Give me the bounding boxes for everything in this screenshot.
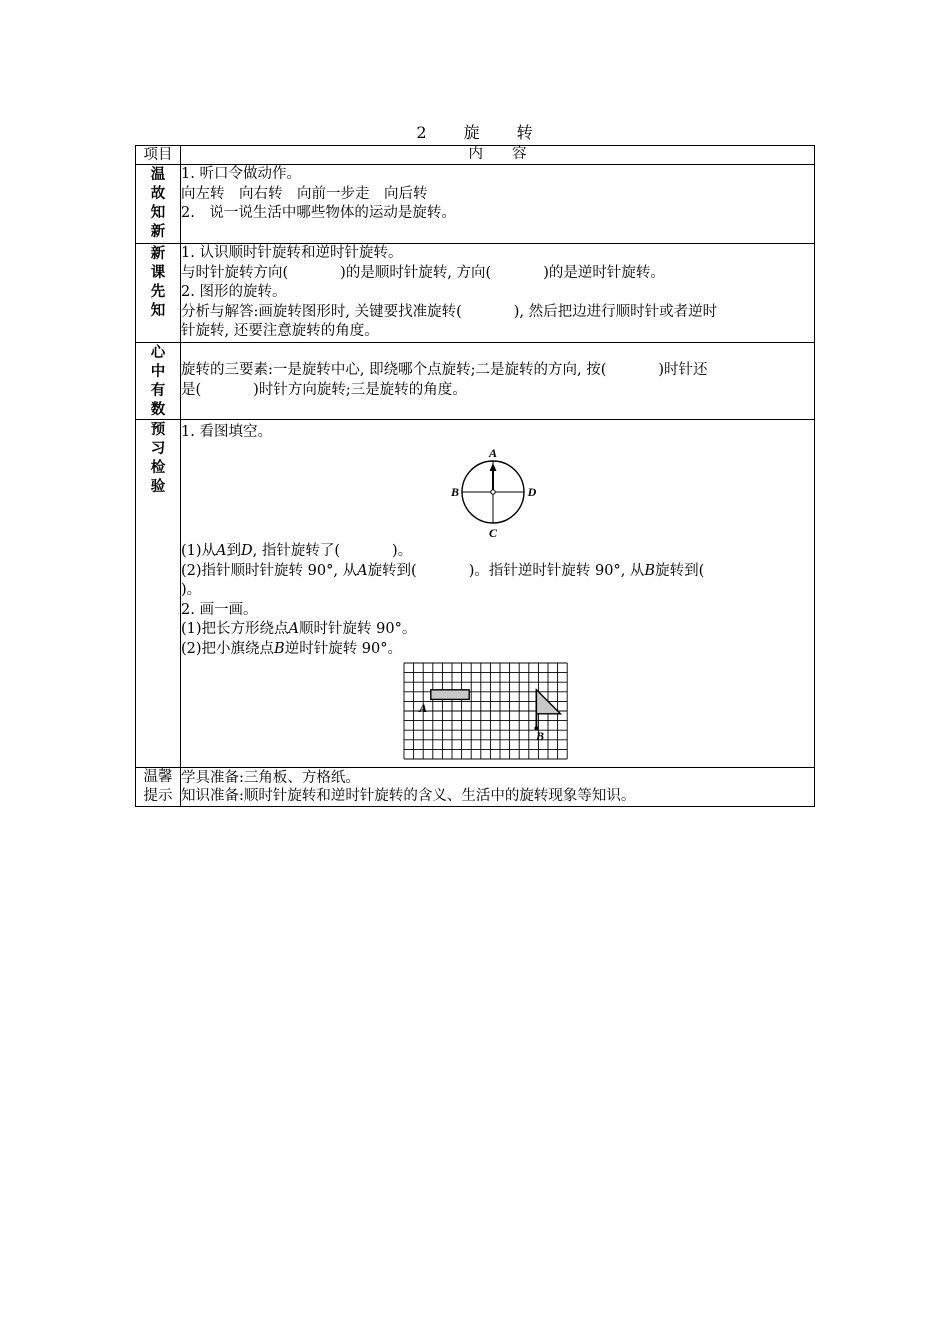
row-content-preview-check: 1. 看图填空。 A B D C (1)从A到D, 指针旋转了( )。 (2)指针顺时针旋转 90°, 从A旋转到( )。指针逆时针旋转 90°, 从B旋转到( )。 2. 画一画。 (1)把长方形绕点A顺时针旋转 90°。 (2)把小旗绕点B逆时针旋转 90°。 A B [181,419,815,768]
header-content-cell: 内 容 [181,146,815,165]
clock-dial-figure [443,446,543,542]
row-label-tips: 温馨 提示 [136,768,181,807]
grid-drawing-figure [402,661,576,767]
row-label-new-lesson: 新 课 先 知 [136,244,181,343]
clock-label-left: B [450,485,460,499]
row-label-preview-check: 预 习 检 验 [136,419,181,768]
row-label-review: 温 故 知 新 [136,165,181,244]
clock-hand-arrow-icon [490,463,497,471]
row-content-key-points: 旋转的三要素:一是旋转中心, 即绕哪个点旋转;二是旋转的方向, 按( )时针还 是( )时针方向旋转;三是旋转的角度。 [181,342,815,419]
header-item-cell: 项目 [136,146,181,165]
row-content-tips: 学具准备:三角板、方格纸。 知识准备:顺时针旋转和逆时针旋转的含义、生活中的旋转现象等知识。 [181,768,815,807]
clock-label-right: D [527,485,537,499]
row-content-review: 1. 听口令做动作。 向左转 向右转 向前一步走 向后转 2. 说一说生活中哪些物体的运动是旋转。 [181,165,815,244]
rectangle-shape [431,690,469,700]
worksheet-table [135,145,815,807]
row-key-points [136,342,815,419]
grid-label-a: A [419,701,428,715]
row-preview-check [136,419,815,768]
clock-center-dot [491,490,495,494]
row-label-key-points: 心 中 有 数 [136,342,181,419]
row-content-new-lesson: 1. 认识顺时针旋转和逆时针旋转。 与时针旋转方向( )的是顺时针旋转, 方向( )的是逆时针旋转。 2. 图形的旋转。 分析与解答:画旋转图形时, 关键要找准旋转( ), 然后把边进行顺时针或者逆时 针旋转, 还要注意旋转的角度。 [181,244,815,343]
row-review [136,165,815,244]
row-new-lesson [136,244,815,343]
page-title: 2 旋 转 [416,123,534,142]
row-tips [136,768,815,807]
header-row [136,146,815,165]
clock-label-top: A [488,446,498,460]
grid-label-b: B [536,729,545,743]
clock-label-bottom: C [488,526,498,540]
